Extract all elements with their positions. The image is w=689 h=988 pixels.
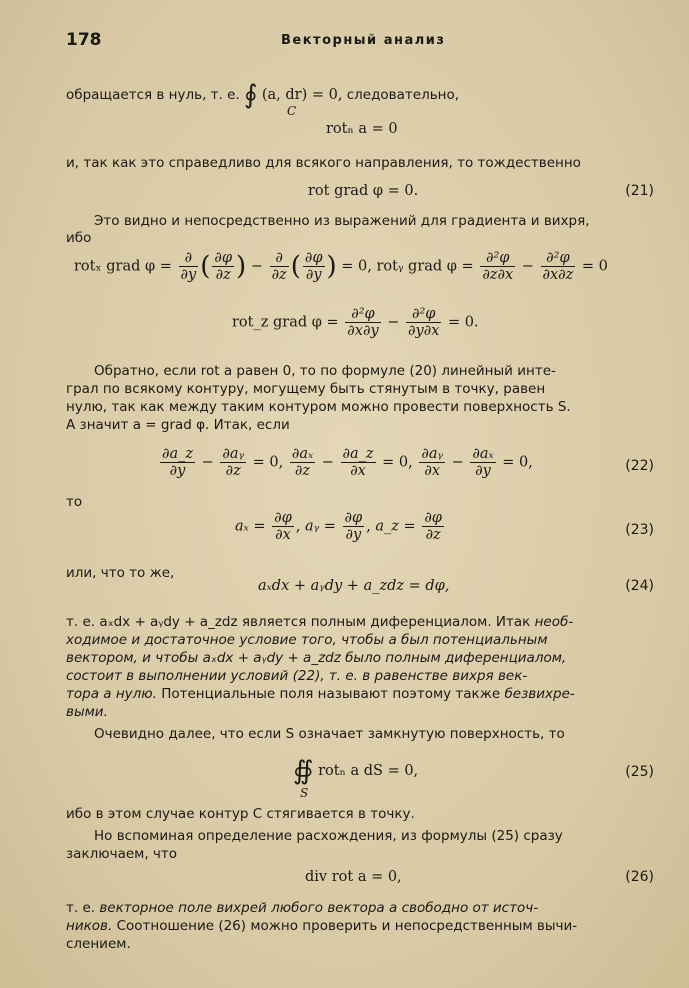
denominator: ∂x∂z	[542, 267, 574, 283]
minus-sign: −	[250, 258, 263, 275]
fraction	[406, 306, 441, 339]
text-line: Но вспоминая определение расхождения, из формулы (25) сразу	[94, 828, 563, 844]
text-line: слением.	[66, 936, 131, 952]
text-span: следовательно,	[346, 87, 460, 103]
text-span-italic: необ-	[534, 614, 574, 630]
minus-sign: −	[521, 258, 534, 275]
denominator: ∂x	[424, 463, 441, 479]
denominator: ∂y	[345, 527, 362, 543]
numerator: ∂aᵧ	[222, 446, 245, 462]
text-span: обращается в нуль, т. е.	[66, 87, 240, 103]
text-line: Обратно, если rot a равен 0, то по формуле (20) линейный инте-	[94, 363, 556, 379]
formula-label: rot_z grad φ =	[232, 314, 339, 331]
equation-number-23: (23)	[625, 522, 654, 538]
denominator: ∂x	[350, 463, 366, 479]
numerator: ∂aᵧ	[421, 446, 443, 462]
integral-subscript: C	[287, 104, 297, 118]
numerator: ∂a_z	[342, 446, 374, 462]
equals-zero: = 0,	[382, 454, 413, 471]
fraction	[422, 510, 444, 543]
denominator: ∂y	[169, 463, 186, 479]
denominator: ∂x∂y	[347, 323, 379, 339]
denominator: ∂y	[305, 267, 322, 283]
numerator: ∂φ	[424, 510, 442, 526]
denominator: ∂z	[215, 267, 231, 283]
text-line: ибо	[66, 230, 92, 246]
equation-22	[158, 446, 533, 479]
numerator: ∂a_z	[162, 446, 194, 462]
formula-label: a_z =	[375, 518, 416, 535]
numerator: ∂²φ	[345, 306, 380, 323]
text-line: ибо в этом случае контур C стягивается в точку.	[66, 806, 415, 822]
integral-subscript: S	[300, 786, 309, 800]
denominator: ∂y	[475, 463, 491, 479]
denominator: ∂y	[180, 267, 197, 283]
text-line: грал по всякому контуру, могущему быть стянутым в точку, равен	[66, 381, 546, 397]
running-title: Векторный анализ	[281, 33, 446, 48]
fraction	[220, 446, 246, 479]
equation-25	[293, 756, 418, 786]
left-paren: (	[200, 251, 211, 282]
formula-rot-n: rotₙ a = 0	[326, 121, 398, 137]
equation-number-24: (24)	[625, 578, 654, 594]
formula-equals: = 0.	[448, 314, 479, 331]
text-span-italic: векторное поле вихрей любого вектора а свободно от источ-	[99, 900, 539, 916]
formula-equals: = 0	[581, 258, 608, 275]
fraction	[303, 250, 325, 283]
equation-rot-x-y	[74, 250, 608, 283]
fraction	[290, 446, 315, 479]
equation-24: aₓdx + aᵧdy + a_zdz = dφ,	[258, 578, 450, 594]
numerator: ∂φ	[274, 510, 292, 526]
equation-26: div rot a = 0,	[305, 869, 402, 885]
text-span: т. е. aₓdx + aᵧdy + a_zdz является полным диференциалом. Итак	[66, 614, 531, 630]
text-line: и, так как это справедливо для всякого направления, то тождественно	[66, 155, 581, 171]
denominator: ∂z	[425, 527, 441, 543]
denominator: ∂z	[271, 267, 287, 283]
minus-sign: −	[201, 454, 214, 471]
equals-zero: = 0,	[252, 454, 284, 471]
text-line: Это видно и непосредственно из выражений для градиента и вихря,	[94, 213, 590, 229]
minus-sign: −	[321, 454, 334, 471]
numerator: ∂φ	[304, 250, 323, 266]
denominator: ∂z∂x	[482, 267, 514, 283]
fraction	[212, 250, 234, 283]
numerator: ∂φ	[214, 250, 233, 266]
text-line: выми.	[66, 704, 108, 720]
numerator: ∂	[270, 250, 289, 267]
formula-label: aᵧ =	[305, 518, 336, 535]
text-line: вектором, и чтобы aₓdx + aᵧdy + a_zdz было полным диференциалом,	[66, 650, 567, 666]
surface-integral-icon: ∯	[293, 756, 314, 786]
fraction	[272, 510, 294, 543]
text-line: ходимое и достаточное условие того, чтобы а был потенциальным	[66, 632, 548, 648]
fraction	[179, 250, 199, 283]
equation-number-26: (26)	[625, 869, 654, 885]
formula-label: rotₓ grad φ =	[74, 258, 172, 275]
numerator: ∂aₓ	[472, 446, 494, 462]
text-line: или, что то же,	[66, 565, 175, 581]
fraction	[341, 446, 376, 479]
text-line: состоит в выполнении условий (22), т. е. в равенстве вихря век-	[66, 668, 528, 684]
denominator: ∂z	[294, 463, 311, 479]
fraction	[480, 250, 515, 283]
equation-23: aₓ = $\frac{\partial\varphi}{\partial x}$ , aᵧ = $\frac{\partial\varphi}{\partial y}$ , a_z = $\frac{\partial\varphi}{\partial z}$	[235, 510, 442, 543]
numerator: ∂²φ	[541, 250, 576, 267]
fraction	[541, 250, 576, 283]
formula-equals: = 0,	[341, 258, 372, 275]
text-line	[66, 686, 575, 702]
contour-integral-icon: ∮	[244, 80, 258, 110]
numerator: ∂²φ	[480, 250, 515, 267]
text-span: Потенциальные поля называют поэтому также	[161, 686, 501, 702]
text-line	[66, 80, 459, 110]
minus-sign: −	[387, 314, 400, 331]
formula-label: rotᵧ grad φ =	[376, 258, 474, 275]
text-line: заключаем, что	[66, 846, 178, 862]
denominator: ∂x	[275, 527, 291, 543]
equals-zero: = 0,	[502, 454, 533, 471]
fraction	[419, 446, 445, 479]
text-line: то	[66, 494, 83, 510]
text-line: нулю, так как между таким контуром можно провести поверхность S.	[66, 399, 571, 415]
numerator: ∂	[179, 250, 199, 267]
page-number: 178	[66, 30, 102, 50]
denominator: ∂z	[225, 463, 241, 479]
text-line: Очевидно далее, что если S означает замкнутую поверхность, то	[94, 726, 565, 742]
formula: (a, dr) = 0,	[261, 87, 343, 103]
equation-rot-z	[232, 306, 479, 339]
fraction	[345, 306, 380, 339]
fraction	[270, 250, 289, 283]
text-line: А значит a = grad φ. Итак, если	[66, 417, 290, 433]
numerator: ∂aₓ	[291, 446, 314, 462]
left-paren: (	[290, 251, 301, 282]
fraction	[343, 510, 365, 543]
text-line	[66, 614, 573, 630]
equation-number-25: (25)	[625, 764, 654, 780]
text-line	[66, 918, 577, 934]
right-paren: )	[236, 251, 247, 282]
numerator: ∂φ	[344, 510, 363, 526]
text-line	[66, 900, 538, 916]
minus-sign: −	[451, 454, 464, 471]
page-header	[66, 30, 649, 54]
equation-number-22: (22)	[625, 458, 654, 474]
text-span: т. е.	[66, 900, 96, 916]
formula: rotₙ a dS = 0,	[318, 763, 419, 779]
fraction	[160, 446, 195, 479]
text-span-italic: тора а нулю.	[66, 686, 157, 702]
right-paren: )	[326, 251, 337, 282]
formula-label: aₓ =	[235, 518, 266, 535]
text-span-italic: ников.	[66, 918, 113, 934]
numerator: ∂²φ	[406, 306, 441, 323]
equation-21: rot grad φ = 0.	[308, 183, 419, 199]
denominator: ∂y∂x	[408, 323, 440, 339]
text-span: Соотношение (26) можно проверить и непосредственным вычи-	[116, 918, 578, 934]
text-span-italic: безвихре-	[504, 686, 575, 702]
equation-number-21: (21)	[625, 183, 654, 199]
fraction	[470, 446, 495, 479]
